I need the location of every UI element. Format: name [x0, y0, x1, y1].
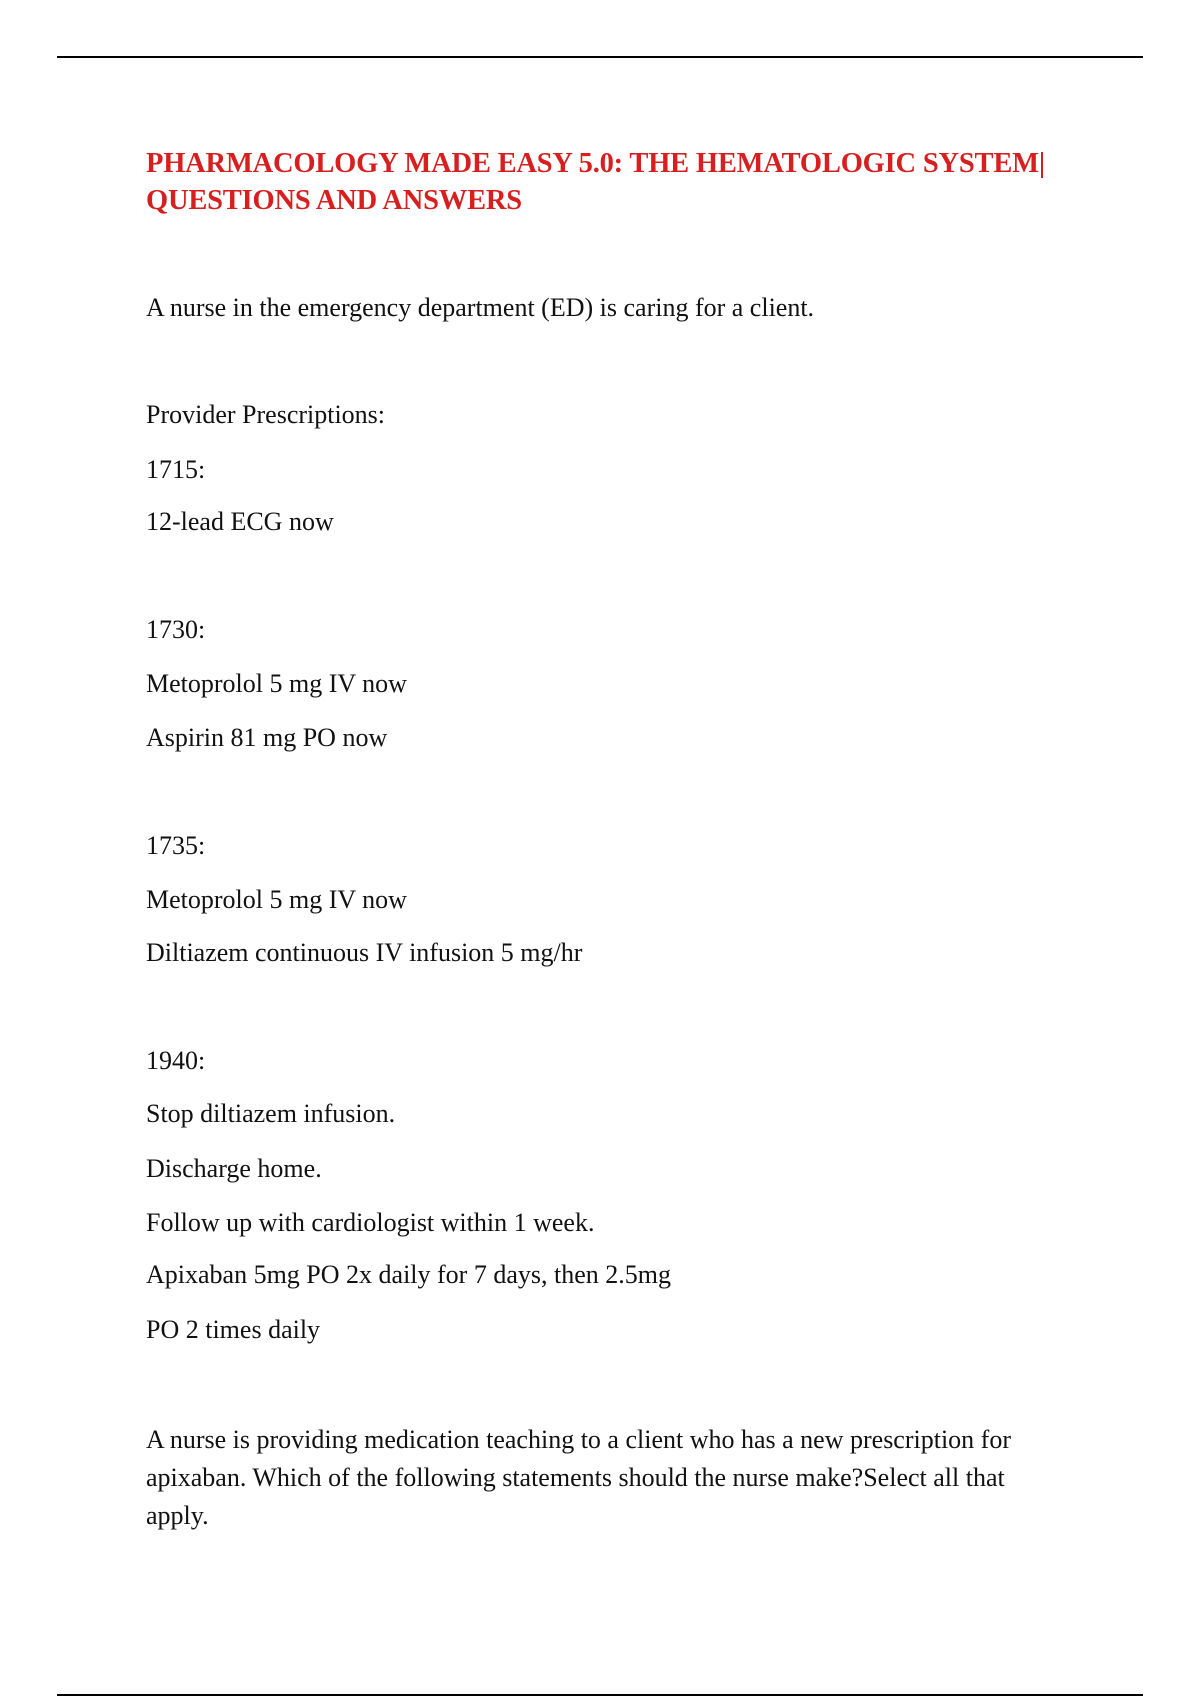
order-item: Diltiazem continuous IV infusion 5 mg/hr — [146, 938, 583, 967]
order-item: Metoprolol 5 mg IV now — [146, 669, 407, 698]
order-item: PO 2 times daily — [146, 1315, 321, 1344]
order-item: Follow up with cardiologist within 1 week. — [146, 1208, 595, 1237]
order-item: Apixaban 5mg PO 2x daily for 7 days, then 2.5mg — [146, 1260, 671, 1289]
intro-text: A nurse in the emergency department (ED) is caring for a client. — [146, 293, 815, 322]
order-time-1735: 1735: — [146, 831, 206, 860]
order-item: Discharge home. — [146, 1154, 322, 1183]
order-item: Stop diltiazem infusion. — [146, 1099, 396, 1128]
order-item: Metoprolol 5 mg IV now — [146, 885, 407, 914]
question-text: A nurse is providing medication teaching to a client who has a new prescription for apixaban. Which of the following statements should the nurse make?Select all that apply. — [146, 1425, 1011, 1530]
order-time-1730: 1730: — [146, 615, 206, 644]
top-divider — [57, 56, 1143, 58]
prescriptions-heading: Provider Prescriptions: — [146, 400, 386, 429]
order-item: Aspirin 81 mg PO now — [146, 723, 388, 752]
order-time-1940: 1940: — [146, 1046, 206, 1075]
bottom-divider — [57, 1694, 1143, 1696]
order-item: 12-lead ECG now — [146, 507, 334, 536]
document-title: PHARMACOLOGY MADE EASY 5.0: THE HEMATOLOGIC SYSTEM| QUESTIONS AND ANSWERS — [146, 148, 1045, 216]
order-time-1715: 1715: — [146, 455, 206, 484]
